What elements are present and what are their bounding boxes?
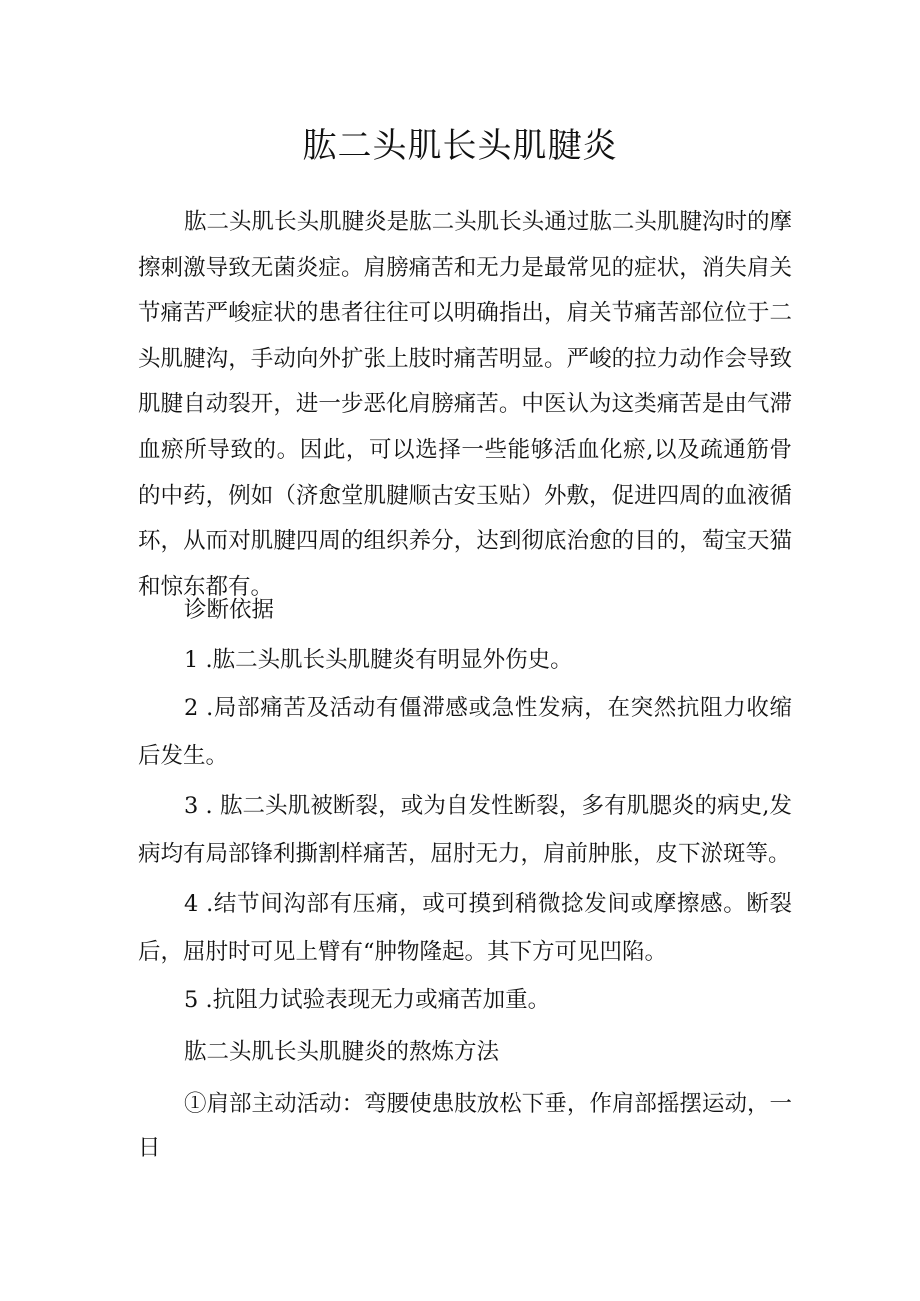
document-title: 肱二头肌长头肌腱炎: [302, 126, 618, 166]
intro-paragraph: 肱二头肌长头肌腱炎是肱二头肌长头通过肱二头肌腱沟时的摩擦刺激导致无菌炎症。肩膀痛苦和无力是最常见的症状，消失肩关节痛苦严峻症状的患者往往可以明确指出，肩关节痛苦部位位于二头肌腱沟，手动向外扩张上肢时痛苦明显。严峻的拉力动作会导致肌腱自动裂开，进一步恶化肩膀痛苦。中医认为这类痛苦是由气滞血瘀所导致的。因此，可以选择一些能够活血化瘀,以及疏通筋骨的中药，例如（济愈堂肌腱顺古安玉贴）外敷，促进四周的血液循环，从而对肌腱四周的组织养分，达到彻底治愈的目的，萄宝天猫和惊东都有。: [138, 209, 792, 600]
diagnosis-item-3: 3 . 肱二头肌被断裂，或为自发性断裂，多有肌腮炎的病史,发病均有局部锋利撕割样痛苦，屈肘无力，肩前肿胀，皮下淤斑等。: [138, 793, 792, 867]
method-heading: 肱二头肌长头肌腱炎的熬炼方法: [184, 1039, 500, 1065]
diagnosis-heading: 诊断依据: [184, 597, 275, 623]
diagnosis-item-4: 4 .结节间沟部有压痛，或可摸到稍微捻发间或摩擦感。断裂后，屈肘时可见上臂有“肿物隆起。其下方可见凹陷。: [138, 891, 792, 965]
method-item-1: ①肩部主动活动：弯腰使患肢放松下垂，作肩部摇摆运动，一日: [138, 1091, 792, 1161]
diagnosis-item-2: 2 .局部痛苦及活动有僵滞感或急性发病，在突然抗阻力收缩后发生。: [138, 695, 792, 769]
diagnosis-item-1: 1 .肱二头肌长头肌腱炎有明显外伤史。: [184, 647, 573, 673]
diagnosis-item-5: 5 .抗阻力试验表现无力或痛苦加重。: [184, 987, 551, 1013]
